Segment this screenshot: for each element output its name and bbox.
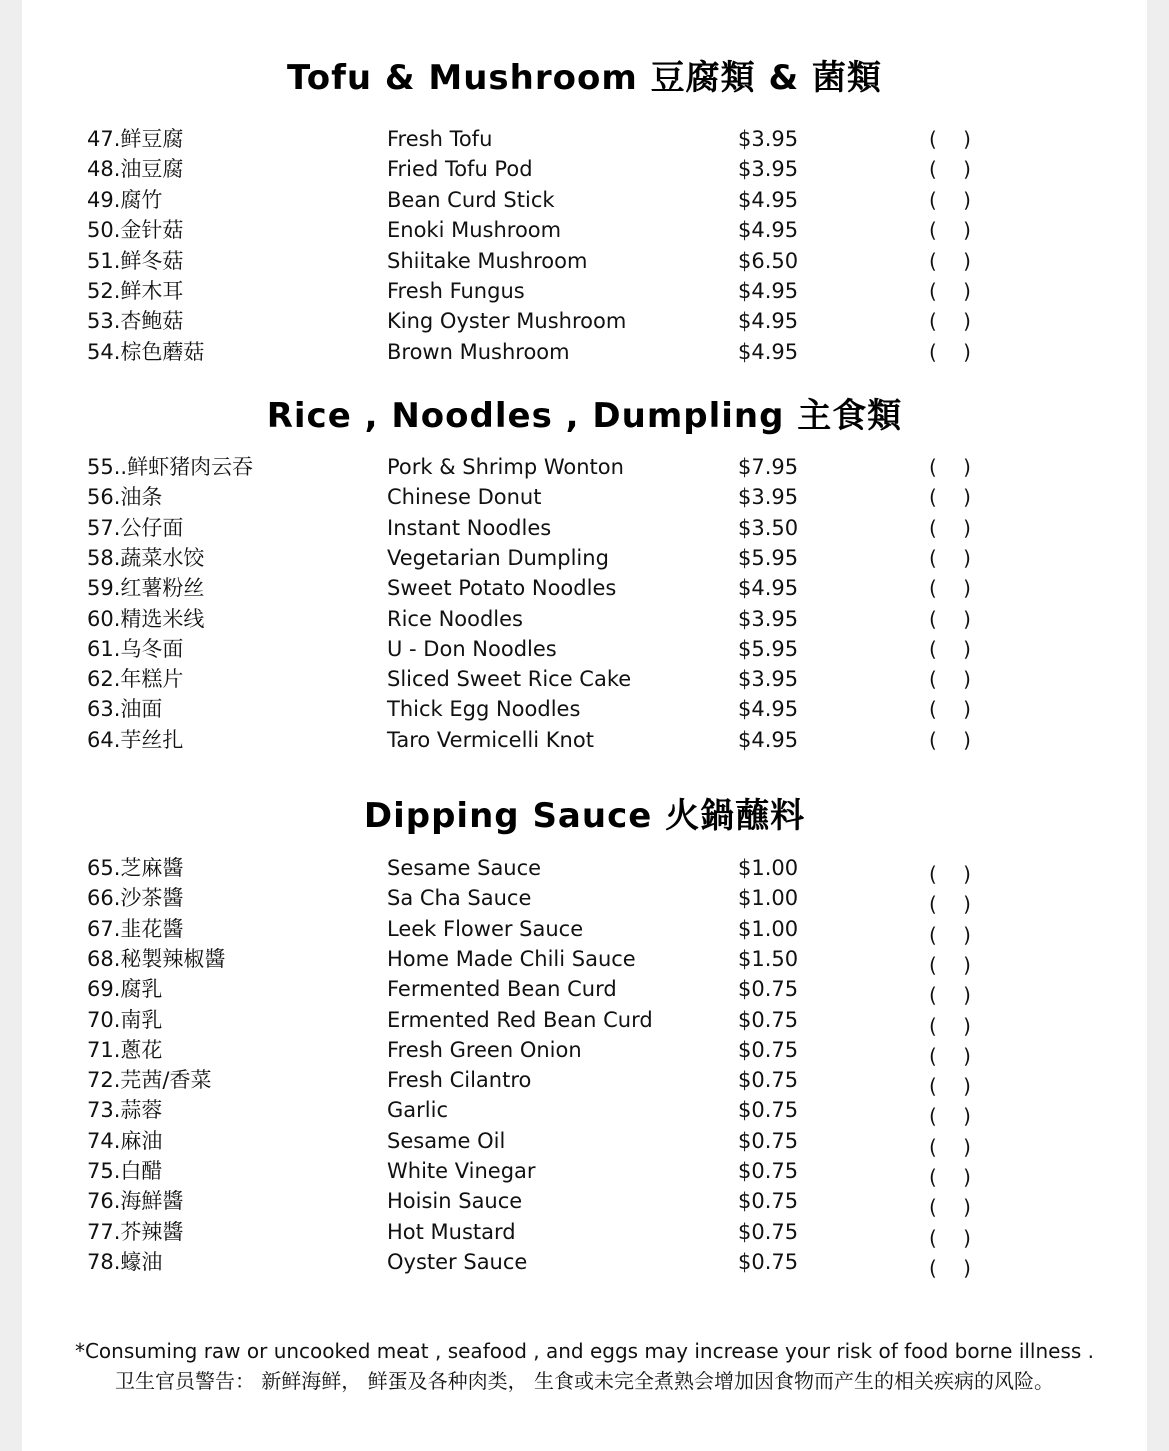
item-price: $1.00 [738,856,799,880]
menu-item-row [22,664,1147,694]
item-checkbox[interactable]: ( ) [929,953,981,977]
item-chinese-name: 64.芋丝扎 [87,728,184,752]
section-title: Dipping Sauce 火鍋蘸料 [363,796,806,836]
menu-item-row [22,944,1147,977]
item-price: $7.95 [738,455,799,479]
item-price: $3.95 [738,607,799,631]
item-price: $3.95 [738,157,799,181]
item-price: $0.75 [738,1220,799,1244]
item-english-name: Brown Mushroom [387,340,570,364]
item-english-name: King Oyster Mushroom [387,309,627,333]
item-checkbox[interactable]: ( ) [929,127,981,151]
item-price: $4.95 [738,218,799,242]
item-price: $3.95 [738,127,799,151]
item-chinese-name: 69.腐乳 [87,977,163,1001]
item-english-name: U - Don Noodles [387,637,557,661]
item-chinese-name: 72.芫茜/香菜 [87,1068,212,1092]
food-warning-chinese: 卫生官员警告： 新鲜海鲜， 鲜蛋及各种肉类， 生食或未完全煮熟会增加因食物而产生的相关疾病的风险。 [114,1369,1055,1393]
item-price: $0.75 [738,1008,799,1032]
menu-item-row [22,1217,1147,1250]
item-price: $4.95 [738,309,799,333]
item-chinese-name: 47.鲜豆腐 [87,127,184,151]
item-checkbox[interactable]: ( ) [929,309,981,333]
item-checkbox[interactable]: ( ) [929,1256,981,1280]
item-chinese-name: 63.油面 [87,697,163,721]
item-chinese-name: 70.南乳 [87,1008,163,1032]
menu-item-row [22,306,1147,336]
item-checkbox[interactable]: ( ) [929,157,981,181]
menu-item-row [22,1247,1147,1280]
item-chinese-name: 50.金针菇 [87,218,184,242]
item-english-name: Ermented Red Bean Curd [387,1008,653,1032]
item-chinese-name: 71.蔥花 [87,1038,163,1062]
item-checkbox[interactable]: ( ) [929,340,981,364]
item-english-name: Instant Noodles [387,516,552,540]
item-checkbox[interactable]: ( ) [929,249,981,273]
item-chinese-name: 66.沙茶醬 [87,886,184,910]
section-title: Rice , Noodles , Dumpling 主食類 [266,396,903,436]
item-checkbox[interactable]: ( ) [929,1226,981,1250]
item-checkbox[interactable]: ( ) [929,1165,981,1189]
item-english-name: Sweet Potato Noodles [387,576,617,600]
item-checkbox[interactable]: ( ) [929,1074,981,1098]
item-checkbox[interactable]: ( ) [929,607,981,631]
item-chinese-name: 68.秘製辣椒醬 [87,947,226,971]
menu-item-row [22,185,1147,215]
item-price: $4.95 [738,279,799,303]
item-checkbox[interactable]: ( ) [929,576,981,600]
item-chinese-name: 61.乌冬面 [87,637,184,661]
item-checkbox[interactable]: ( ) [929,516,981,540]
item-chinese-name: 78.蠔油 [87,1250,163,1274]
item-english-name: Shiitake Mushroom [387,249,588,273]
item-price: $4.95 [738,697,799,721]
item-chinese-name: 67.韭花醬 [87,917,184,941]
item-english-name: Fermented Bean Curd [387,977,617,1001]
item-english-name: Oyster Sauce [387,1250,528,1274]
item-english-name: Fresh Tofu [387,127,493,151]
menu-item-row [22,573,1147,603]
menu-item-row [22,215,1147,245]
item-checkbox[interactable]: ( ) [929,546,981,570]
item-chinese-name: 73.蒜蓉 [87,1098,163,1122]
item-english-name: Enoki Mushroom [387,218,562,242]
item-chinese-name: 59.红薯粉丝 [87,576,205,600]
item-checkbox[interactable]: ( ) [929,862,981,886]
item-chinese-name: 57.公仔面 [87,516,184,540]
item-chinese-name: 53.杏鲍菇 [87,309,184,333]
menu-item-row [22,124,1147,154]
item-chinese-name: 62.年糕片 [87,667,184,691]
item-english-name: Rice Noodles [387,607,523,631]
item-english-name: Sesame Sauce [387,856,542,880]
item-chinese-name: 76.海鮮醬 [87,1189,184,1213]
item-english-name: Thick Egg Noodles [387,697,581,721]
item-price: $4.95 [738,340,799,364]
item-price: $0.75 [738,1068,799,1092]
item-price: $3.95 [738,485,799,509]
item-chinese-name: 77.芥辣醬 [87,1220,184,1244]
item-price: $6.50 [738,249,799,273]
menu-item-row [22,1005,1147,1038]
item-english-name: White Vinegar [387,1159,536,1183]
menu-item-row [22,1035,1147,1068]
item-chinese-name: 60.精选米线 [87,607,205,631]
menu-item-row [22,725,1147,755]
menu-item-row [22,853,1147,886]
item-checkbox[interactable]: ( ) [929,485,981,509]
section-title: Tofu & Mushroom 豆腐類 & 菌類 [287,58,882,98]
item-english-name: Sliced Sweet Rice Cake [387,667,632,691]
item-chinese-name: 54.棕色蘑菇 [87,340,205,364]
item-checkbox[interactable]: ( ) [929,455,981,479]
item-price: $0.75 [738,1038,799,1062]
item-price: $5.95 [738,637,799,661]
item-chinese-name: 56.油条 [87,485,163,509]
food-warning-english: *Consuming raw or uncooked meat , seafood , and eggs may increase your risk of food borne illness . [74,1339,1095,1363]
menu-item-row [22,914,1147,947]
item-chinese-name: 49.腐竹 [87,188,163,212]
item-checkbox[interactable]: ( ) [929,892,981,916]
menu-item-row [22,974,1147,1007]
menu-item-row [22,1126,1147,1159]
item-price: $5.95 [738,546,799,570]
item-english-name: Fresh Cilantro [387,1068,532,1092]
item-checkbox[interactable]: ( ) [929,637,981,661]
item-english-name: Sa Cha Sauce [387,886,532,910]
item-english-name: Fresh Fungus [387,279,525,303]
item-english-name: Garlic [387,1098,448,1122]
menu-item-row [22,604,1147,634]
item-english-name: Taro Vermicelli Knot [387,728,594,752]
item-english-name: Fried Tofu Pod [387,157,533,181]
item-price: $0.75 [738,977,799,1001]
item-checkbox[interactable]: ( ) [929,218,981,242]
item-checkbox[interactable]: ( ) [929,983,981,1007]
item-price: $3.50 [738,516,799,540]
item-chinese-name: 51.鲜冬菇 [87,249,184,273]
item-chinese-name: 58.蔬菜水饺 [87,546,205,570]
menu-item-row [22,1156,1147,1189]
item-checkbox[interactable]: ( ) [929,1014,981,1038]
menu-page [22,0,1147,1451]
item-checkbox[interactable]: ( ) [929,188,981,212]
item-chinese-name: 52.鲜木耳 [87,279,184,303]
item-checkbox[interactable]: ( ) [929,667,981,691]
item-price: $3.95 [738,667,799,691]
item-price: $0.75 [738,1189,799,1213]
item-checkbox[interactable]: ( ) [929,1044,981,1068]
item-price: $0.75 [738,1129,799,1153]
item-english-name: Sesame Oil [387,1129,506,1153]
menu-item-row [22,883,1147,916]
item-price: $1.50 [738,947,799,971]
item-chinese-name: 55..鲜虾猪肉云吞 [87,455,254,479]
item-price: $4.95 [738,576,799,600]
item-english-name: Bean Curd Stick [387,188,555,212]
item-english-name: Chinese Donut [387,485,542,509]
item-checkbox[interactable]: ( ) [929,728,981,752]
menu-item-row [22,513,1147,543]
menu-item-row [22,543,1147,573]
item-price: $4.95 [738,188,799,212]
item-price: $1.00 [738,917,799,941]
item-english-name: Home Made Chili Sauce [387,947,636,971]
menu-item-row [22,1186,1147,1219]
item-price: $0.75 [738,1098,799,1122]
item-chinese-name: 48.油豆腐 [87,157,184,181]
menu-item-row [22,452,1147,482]
item-checkbox[interactable]: ( ) [929,1195,981,1219]
menu-item-row [22,1065,1147,1098]
item-price: $0.75 [738,1250,799,1274]
item-price: $1.00 [738,886,799,910]
item-price: $0.75 [738,1159,799,1183]
item-checkbox[interactable]: ( ) [929,1135,981,1159]
item-english-name: Leek Flower Sauce [387,917,584,941]
menu-item-row [22,634,1147,664]
menu-item-row [22,694,1147,724]
item-checkbox[interactable]: ( ) [929,697,981,721]
item-chinese-name: 74.麻油 [87,1129,163,1153]
item-english-name: Vegetarian Dumpling [387,546,609,570]
menu-item-row [22,482,1147,512]
item-price: $4.95 [738,728,799,752]
item-chinese-name: 65.芝麻醬 [87,856,184,880]
menu-item-row [22,337,1147,367]
menu-item-row [22,1095,1147,1128]
menu-item-row [22,276,1147,306]
item-english-name: Pork & Shrimp Wonton [387,455,624,479]
item-english-name: Hoisin Sauce [387,1189,523,1213]
item-checkbox[interactable]: ( ) [929,923,981,947]
menu-item-row [22,154,1147,184]
item-checkbox[interactable]: ( ) [929,279,981,303]
item-english-name: Fresh Green Onion [387,1038,582,1062]
menu-item-row [22,246,1147,276]
item-english-name: Hot Mustard [387,1220,516,1244]
item-chinese-name: 75.白醋 [87,1159,163,1183]
item-checkbox[interactable]: ( ) [929,1104,981,1128]
